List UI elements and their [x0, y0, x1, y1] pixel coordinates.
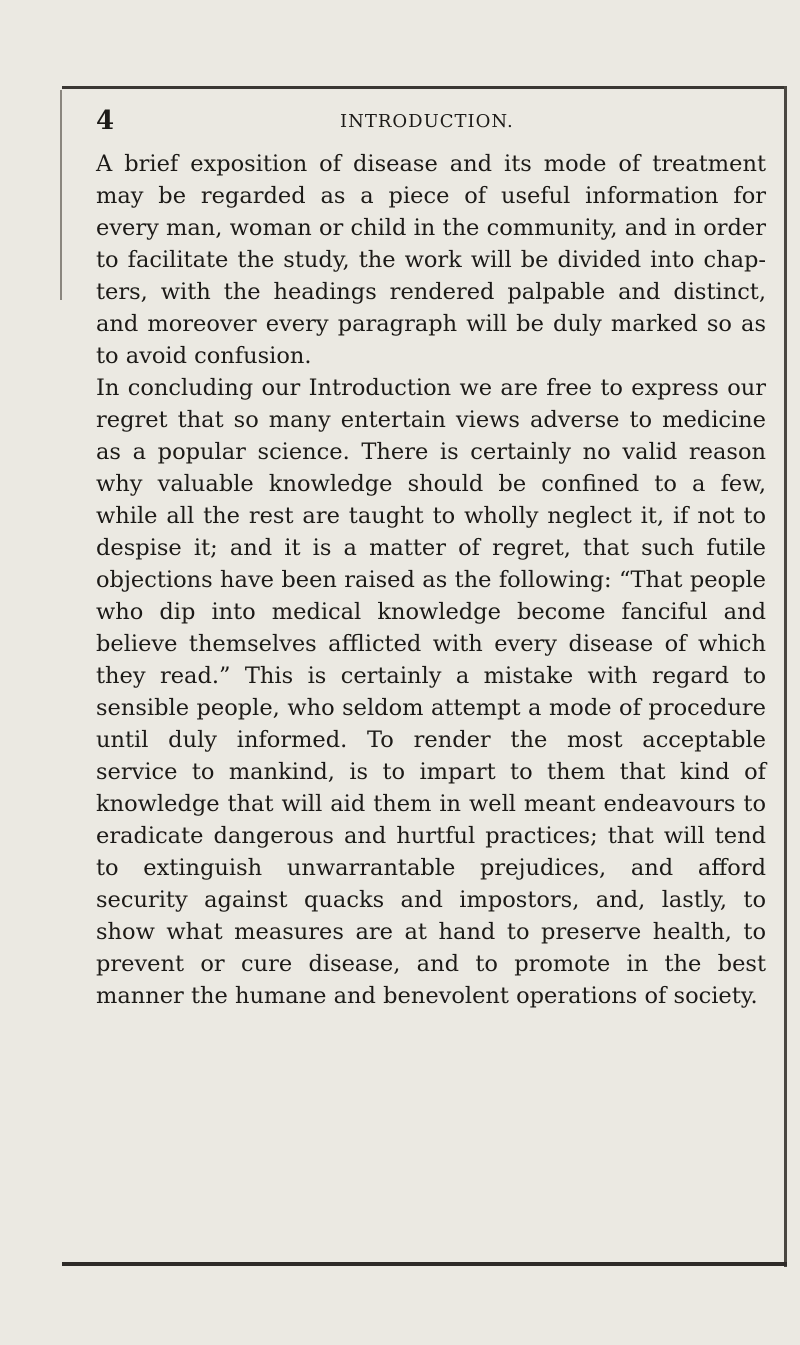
page-border-left — [60, 90, 62, 300]
paragraph-exposition: A brief exposition of disease and its mode of treatment may be regarded as a piece of useful information for every man, woman or child in the community, and in order to facilitate the study, the work will be divided into chapters, with the headings rendered palpable and distinct, and moreover every paragraph will be duly marked so as to avoid confusion. — [96, 151, 766, 369]
page-border-bottom — [62, 1262, 787, 1266]
paragraph-conclusion: In concluding our Introduction we are free to express our regret that so many entertain views adverse to medicine as a popular science. There is certainly no valid reason why valuable knowledge should be confined to a few, while all the rest are taught to wholly neglect it, if not to despise it; and it is a matter of regret, that such futile objections have been raised as the following: “That people who dip into medical knowledge become fanciful and believe themselves afflicted with every disease of which they read.” This is certainly a mistake with regard to sensible people, who seldom attempt a mode of procedure until duly informed. To render the most acceptable service to mankind, is to impart to them that kind of knowledge that will aid them in well meant endeavours to eradicate dangerous and hurtful practices; that will tend to extinguish unwarrantable prejudices, and afford security against quacks and impostors, and, lastly, to show what measures are at hand to preserve health, to prevent or cure disease, and to promote in the best manner the humane and benevolent operations of society. — [96, 375, 766, 1009]
page-number: 4 — [96, 106, 115, 136]
page-border-top — [62, 86, 786, 89]
running-title: INTRODUCTION. — [340, 111, 514, 132]
page-border-right — [784, 86, 787, 1267]
